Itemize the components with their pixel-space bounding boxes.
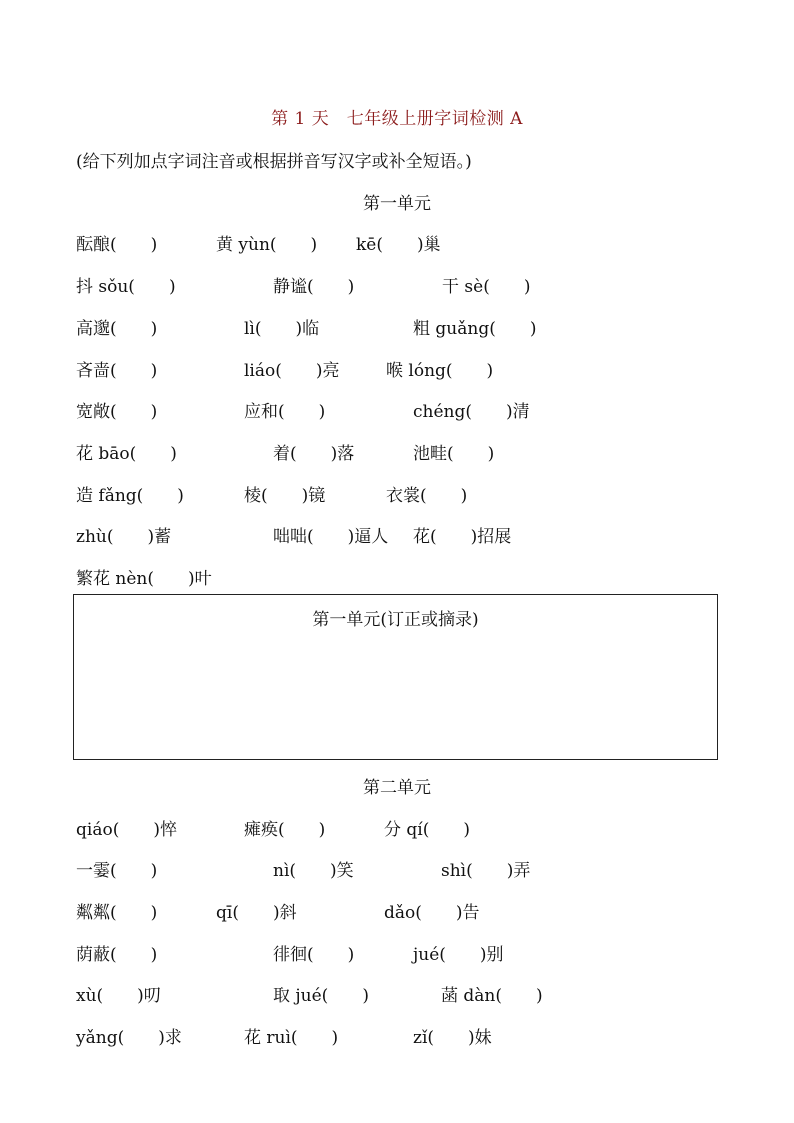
- vocab-item: liáo( )亮: [244, 361, 340, 381]
- unit1-row-4: [76, 356, 756, 380]
- vocab-item: qiáo( )悴: [76, 820, 177, 840]
- vocab-item: jué( )别: [413, 945, 504, 965]
- vocab-item: 干 sè( ): [442, 277, 531, 297]
- vocab-item: 花 ruì( ): [244, 1028, 339, 1048]
- unit1-row-2: [76, 272, 756, 296]
- vocab-item: 菡 dàn( ): [441, 986, 543, 1006]
- unit2-row-5: [76, 981, 756, 1005]
- vocab-item: 繁花 nèn( )叶: [76, 569, 212, 589]
- vocab-item: 造 fǎng( ): [76, 486, 184, 506]
- vocab-item: 棱( )镜: [244, 486, 326, 506]
- vocab-item: 抖 sǒu( ): [76, 277, 176, 297]
- vocab-item: 粗 guǎng( ): [413, 319, 537, 339]
- vocab-item: 粼粼( ): [76, 903, 158, 923]
- vocab-item: 宽敞( ): [76, 402, 158, 422]
- unit1-row-8: [76, 522, 756, 546]
- vocab-item: 黄 yùn( ): [216, 235, 318, 255]
- vocab-item: dǎo( )告: [384, 903, 480, 923]
- vocab-item: nì( )笑: [273, 861, 354, 881]
- vocab-item: 花( )招展: [413, 527, 512, 547]
- unit1-heading: 第一单元: [363, 194, 431, 214]
- unit2-row-2: [76, 856, 756, 880]
- vocab-item: 分 qí( ): [384, 820, 470, 840]
- vocab-item: lì( )临: [244, 319, 320, 339]
- vocab-item: yǎng( )求: [76, 1028, 182, 1048]
- correction-box[interactable]: [73, 594, 718, 760]
- vocab-item: 一霎( ): [76, 861, 158, 881]
- unit1-row-6: [76, 439, 756, 463]
- vocab-item: 花 bāo( ): [76, 444, 177, 464]
- vocab-item: qī( )斜: [216, 903, 297, 923]
- vocab-item: zǐ( )妹: [413, 1028, 492, 1048]
- vocab-item: 着( )落: [273, 444, 355, 464]
- vocab-item: 徘徊( ): [273, 945, 355, 965]
- unit2-row-1: [76, 815, 756, 839]
- vocab-item: zhù( )蓄: [76, 527, 172, 547]
- unit1-row-7: [76, 481, 756, 505]
- unit1-row-3: [76, 314, 756, 338]
- correction-box-title: 第一单元(订正或摘录): [312, 610, 479, 630]
- page-title: 第 1 天 七年级上册字词检测 A: [271, 109, 523, 129]
- vocab-item: 酝酿( ): [76, 235, 158, 255]
- vocab-item: 瘫痪( ): [244, 820, 326, 840]
- vocab-item: kē( )巢: [356, 235, 441, 255]
- vocab-item: 静谧( ): [273, 277, 355, 297]
- vocab-item: 荫蔽( ): [76, 945, 158, 965]
- instruction-text: (给下列加点字词注音或根据拼音写汉字或补全短语。): [76, 152, 472, 172]
- vocab-item: 取 jué( ): [273, 986, 369, 1006]
- vocab-item: 吝啬( ): [76, 361, 158, 381]
- unit2-heading: 第二单元: [363, 778, 431, 798]
- vocab-item: 高邈( ): [76, 319, 158, 339]
- vocab-item: 咄咄( )逼人: [273, 527, 389, 547]
- unit2-row-4: [76, 940, 756, 964]
- vocab-item: chéng( )清: [413, 402, 530, 422]
- vocab-item: 应和( ): [244, 402, 326, 422]
- vocab-item: xù( )叨: [76, 986, 161, 1006]
- unit1-row-1: [76, 230, 756, 254]
- vocab-item: shì( )弄: [441, 861, 531, 881]
- unit1-row-9: [76, 564, 756, 588]
- unit1-row-5: [76, 397, 756, 421]
- vocab-item: 衣裳( ): [386, 486, 468, 506]
- vocab-item: 池畦( ): [413, 444, 495, 464]
- unit2-row-3: [76, 898, 756, 922]
- vocab-item: 喉 lóng( ): [386, 361, 494, 381]
- unit2-row-6: [76, 1023, 756, 1047]
